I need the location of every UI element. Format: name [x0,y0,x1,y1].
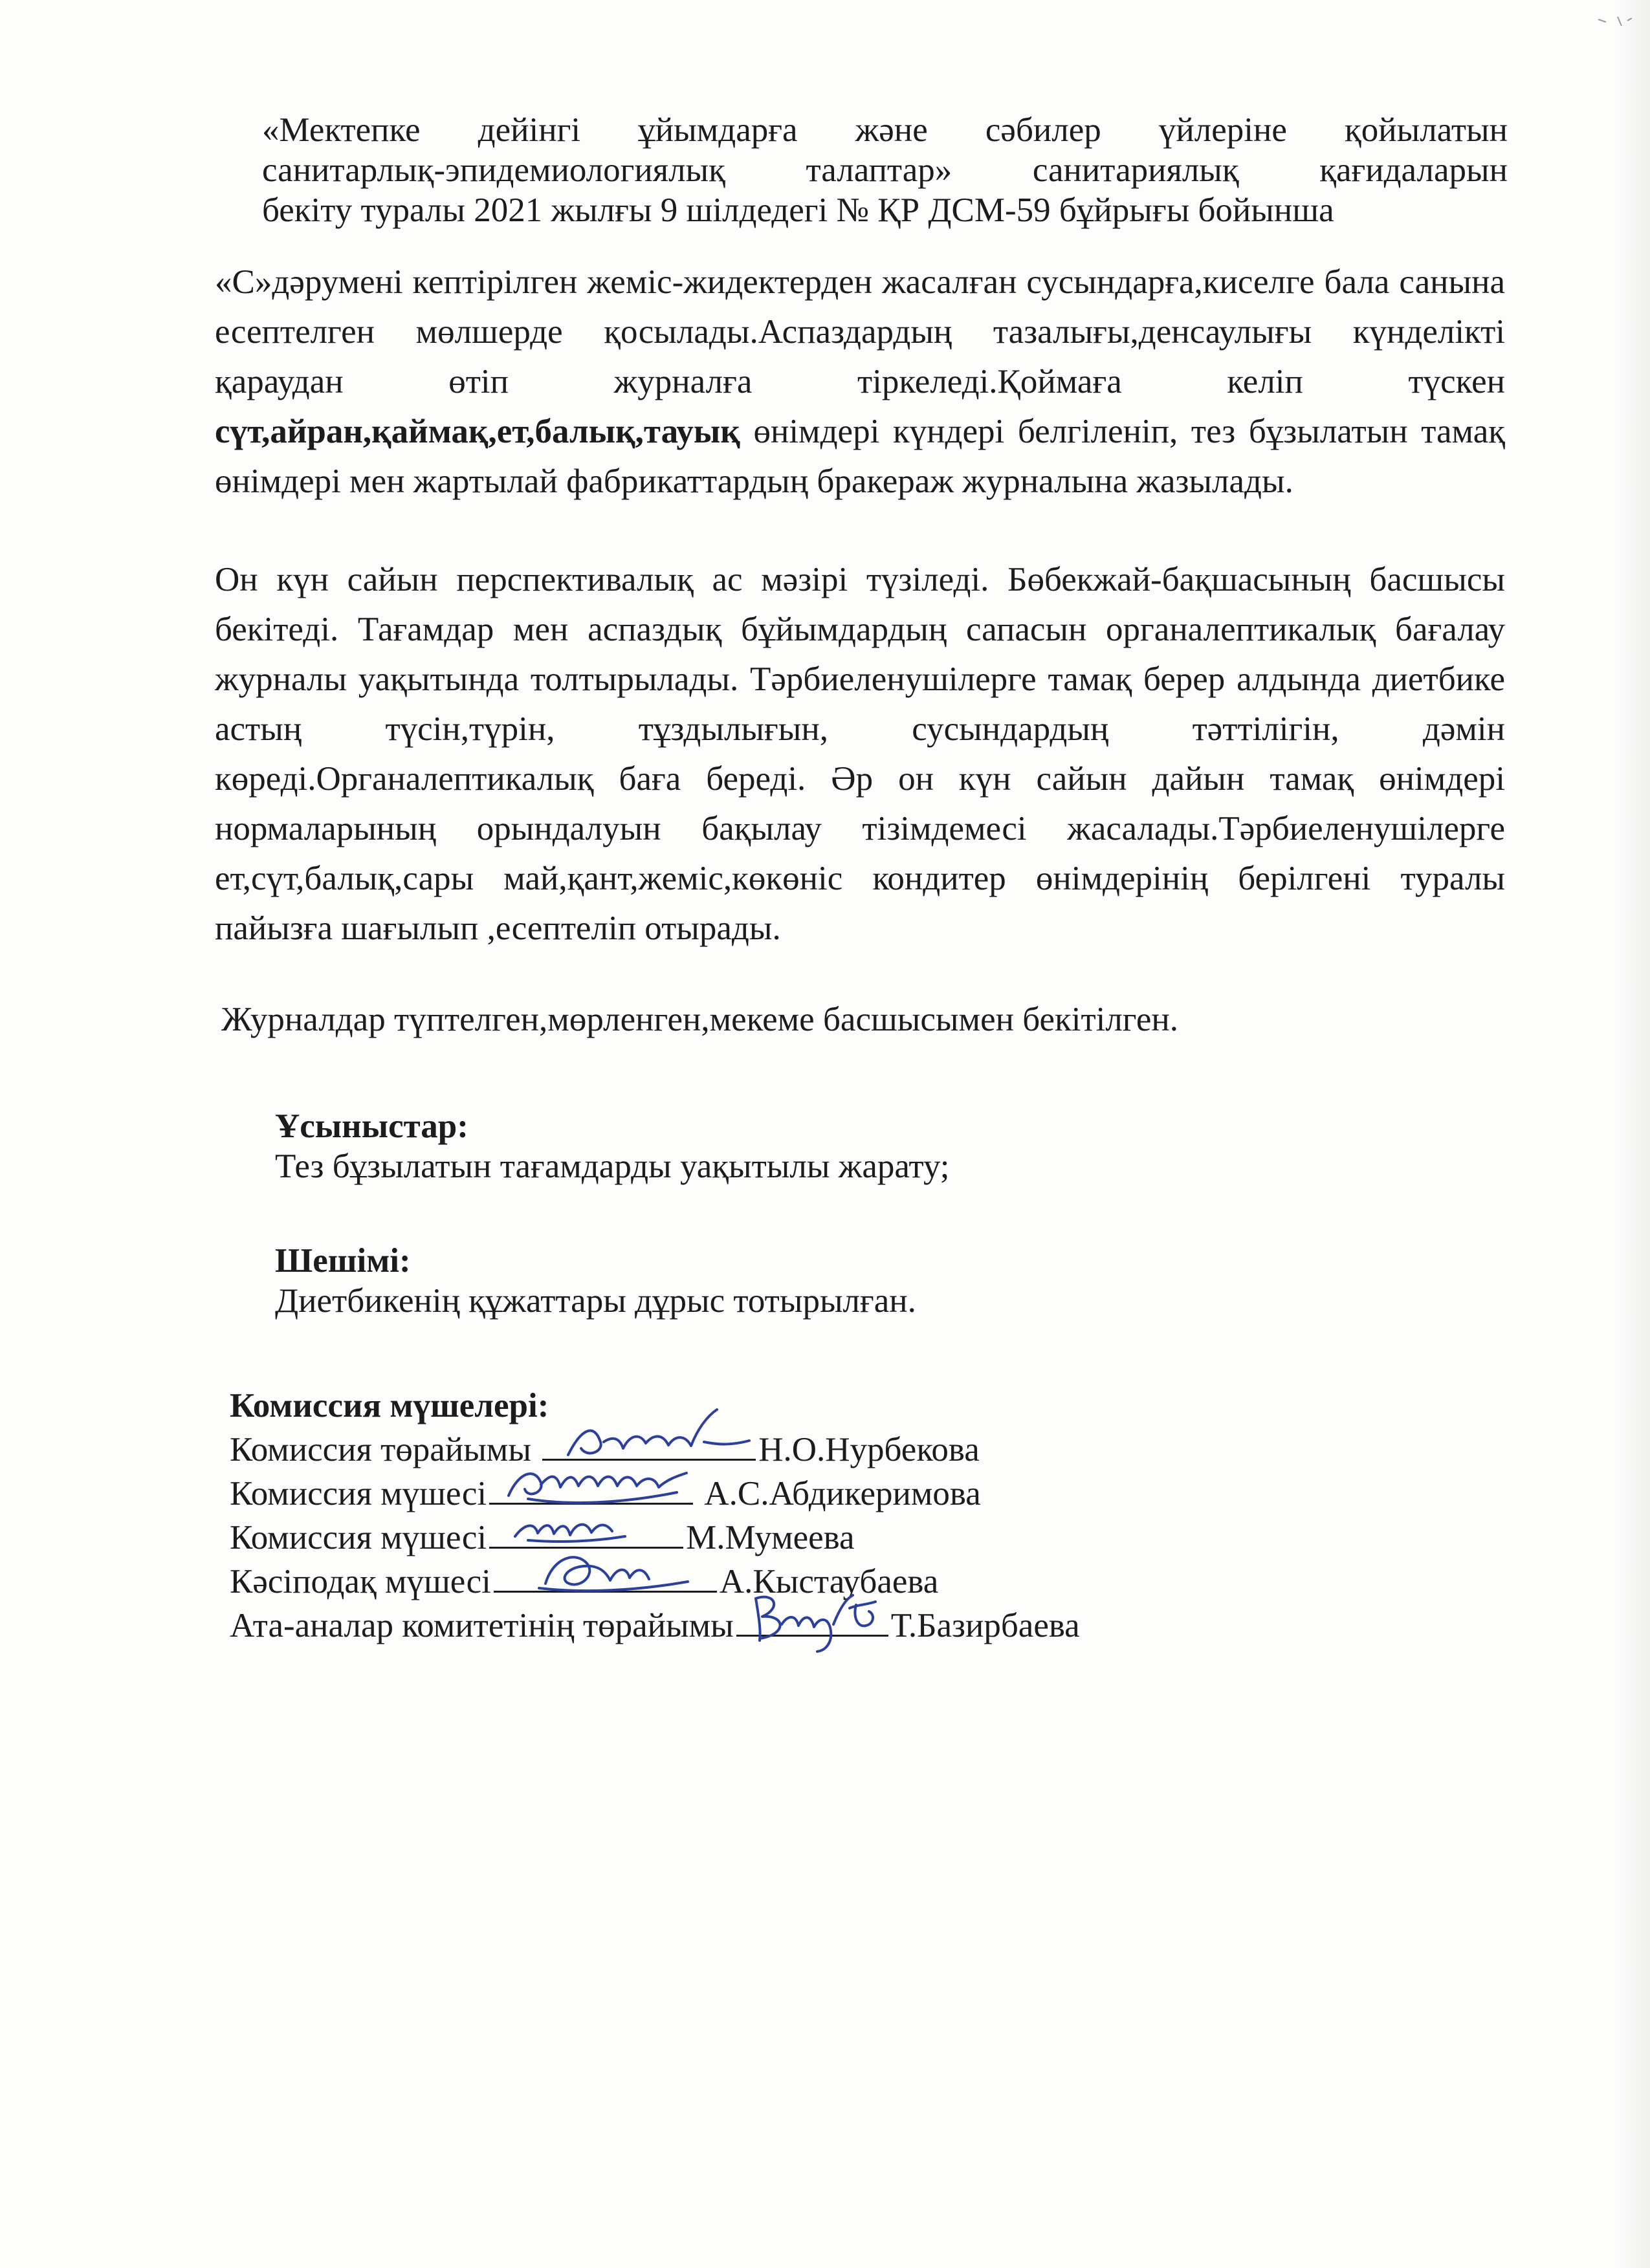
member-name: М.Мумеева [686,1519,855,1556]
signature-line [494,1560,717,1593]
member-role: Ата-аналар комитетінің төрайымы [230,1607,734,1644]
member-row-2 [230,1516,1459,1560]
recommendations-section [275,1106,1440,1186]
member-role: Комиссия төрайымы [230,1431,540,1468]
scan-speck-mark [1592,12,1637,38]
member-name: А.Кыстаубаева [719,1563,939,1600]
signature-image [736,1579,888,1657]
decision-text: Диетбикенің құжаттары дұрыс тотырылған. [275,1282,916,1320]
signature-line [736,1604,888,1637]
member-role: Кәсіподақ мүшесі [230,1563,491,1600]
scan-shadow-edge [1614,0,1650,2268]
commission-heading: Комиссия мүшелері: [230,1387,549,1424]
member-row-4 [230,1604,1459,1648]
decision-heading: Шешімі: [275,1242,411,1280]
paragraph-2 [215,555,1505,954]
paragraph-1-text-b: өнімдері күндері белгіленіп, тез бұзылатын тамақ өнімдері мен жартылай фабрикаттардың бракераж журналына жазылады. [215,413,1505,500]
header-line-2: санитарлық-эпидемиологиялық талаптар» санитариялық қағидаларын [262,151,1508,189]
member-name: Н.О.Нурбекова [758,1431,980,1468]
header-line-1: «Мектепке дейінгі ұйымдарға және сәбилер үйлеріне қойылатын [262,111,1508,149]
paragraph-1 [215,257,1505,507]
recommendations-heading: Ұсыныстар: [275,1107,468,1145]
signature-image [494,1535,717,1606]
decision-section [275,1241,1440,1321]
member-name: А.С.Абдикеримова [696,1475,981,1512]
document-header [262,110,1508,230]
recommendations-text: Тез бұзылатын тағамдарды уақытылы жарату; [275,1148,950,1185]
journals-statement: Журналдар түптелген,мөрленген,мекеме басшысымен бекітілген. [221,1001,1178,1038]
member-name: Т.Базирбаева [890,1607,1080,1644]
paragraph-1-text-a: «С»дәрумені кептірілген жеміс-жидектерден жасалған сусындарға,киселге бала санына есептелген мөлшерде қосылады.Аспаздардың тазалығы,денсаулығы күнделікті қараудан өтіп журналға тіркеледі.Қоймаға келіп түскен [215,263,1505,400]
paragraph-1-bold-products: сүт,айран,қаймақ,ет,балық,тауық [215,413,740,450]
header-line-3: бекіту туралы 2021 жылғы 9 шілдедегі № ҚР ДСМ-59 бұйрығы бойынша [262,191,1334,229]
paragraph-2-text: Он күн сайын перспективалық ас мәзірі түзіледі. Бөбекжай-бақшасының басшысы бекітеді. Тағамдар мен аспаздық бұйымдардың сапасын органалептикалық бағалау журналы уақытында толтырылады. Тәрбиеленушілерге тамақ берер алдында диетбике астың түсін,түрін, тұздылығын, сусындардың тәттілігін, дәмін көреді.Органалептикалық баға береді. Әр он күн сайын дайын тамақ өнімдері нормаларының орындалуын бақылау тізімдемесі жасалады.Тәрбиеленушілерге ет,сүт,балық,сары май,қант,жеміс,көкөніс кондитер өнімдерінің берілгені туралы пайызға шағылып ,есептеліп отырады. [215,561,1505,947]
member-row-1 [230,1472,1459,1516]
member-role: Комиссия мүшесі [230,1519,487,1556]
member-row-chair [230,1428,1459,1472]
member-role: Комиссия мүшесі [230,1475,487,1512]
commission-block [230,1384,1459,1648]
